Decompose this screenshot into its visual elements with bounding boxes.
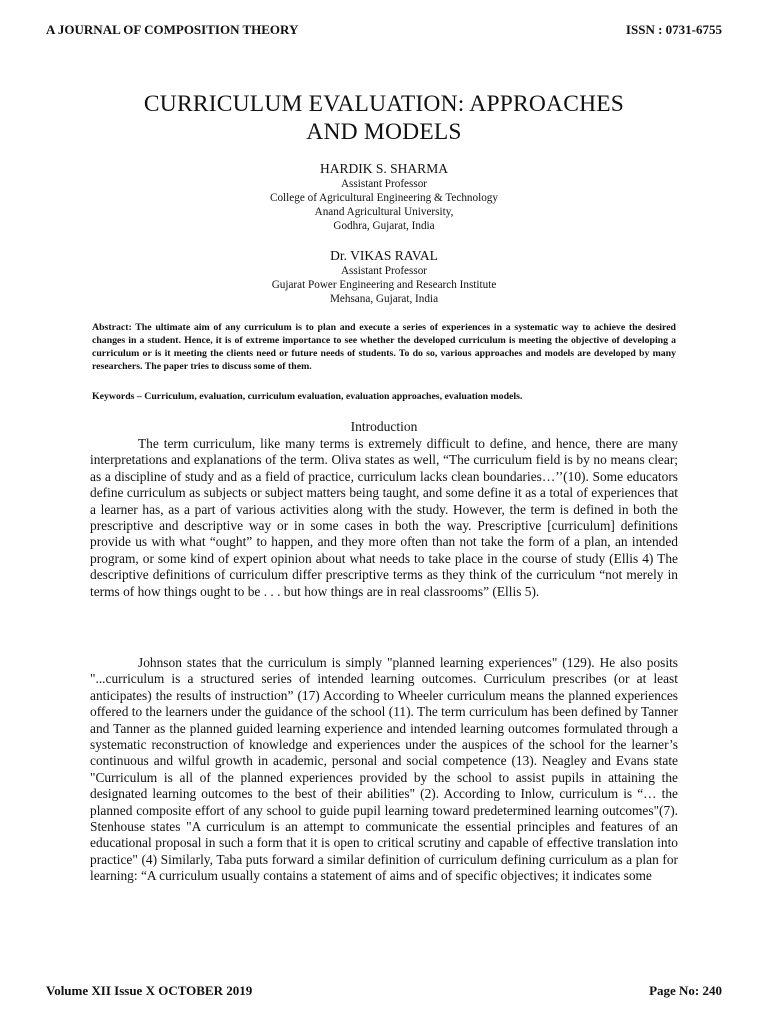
author-location: Godhra, Gujarat, India (333, 220, 435, 232)
volume-info: Volume XII Issue X OCTOBER 2019 (46, 983, 253, 998)
issn: ISSN : 0731-6755 (625, 22, 722, 37)
page-number: Page No: 240 (649, 983, 722, 998)
paper-title (80, 90, 688, 146)
section-heading: Introduction (350, 419, 418, 434)
author-location: Mehsana, Gujarat, India (329, 293, 439, 305)
author-university: Anand Agricultural University, (314, 206, 454, 218)
author-name: Dr. VIKAS RAVAL (330, 248, 438, 263)
keywords: Keywords – Curriculum, evaluation, curriculum evaluation, evaluation approaches, evaluation models. (92, 391, 523, 402)
body-paragraph-2 (90, 655, 678, 885)
journal-name: A JOURNAL OF COMPOSITION THEORY (46, 22, 299, 37)
author-position: Assistant Professor (340, 265, 428, 277)
paragraph-text: Johnson states that the curriculum is simply "planned learning experiences" (129). He also posits "...curriculum is a structured series of intended learning outcomes. Curriculum prescribes (or at least anticipates) the results of instruction” (17) According to Wheeler curriculum means the planned experiences offered to the learners under the guidance of the school (11). The term curriculum has been defined by Tanner and Tanner as the planned guided learning experience and intended learning outcomes formulated through a systematic reconstruction of knowledge and experiences under the auspices of the school for the learner’s continuous and wilful growth in academic, personal and social competence (13). Neagley and Evans state "Curriculum is all of the planned experiences provided by the school to assist pupils in attaining the designated learning outcomes to the best of their abilities" (2). According to Inlow, curriculum is “… the planned composite effort of any school to guide pupil learning toward predetermined learning outcomes"(7). Stenhouse states "A curriculum is an attempt to communicate the essential principles and features of an educational proposal in such a form that it is open to critical scrutiny and capable of effective translation into practice" (4) Similarly, Taba puts forward a similar definition of curriculum defining curriculum as a plan for learning: “A curriculum usually contains a statement of aims and of specific objectives; it indicates some (90, 655, 678, 884)
author-position: Assistant Professor (340, 178, 428, 190)
paragraph-text: The term curriculum, like many terms is extremely difficult to define, and hence, there are many interpretations and explanations of the term. Oliva states as well, “The curriculum field is by no means clear; as a discipline of study and as a field of practice, curriculum lacks clean boundaries…’’(10). Some educators define curriculum as subjects or subject matters being taught, and some define it as a total of experiences that a learner has, as a part of various activities along with the study. However, the term is defined in both the prescriptive and descriptive way or in some cases in both the way. Prescriptive [curriculum] definitions provide us with what “ought” to happen, and they more often than not take the form of a plan, an intended program, or some kind of expert opinion about what needs to take place in the course of study (Ellis 4) The descriptive definitions of curriculum differ prescriptive terms as they think of the curriculum “not merely in terms of how things ought to be . . . but how things are in real classrooms” (Ellis 5). (90, 436, 678, 599)
author-block-1 (0, 161, 768, 233)
title-line-2: AND MODELS (306, 119, 462, 145)
author-block-2 (0, 248, 768, 306)
body-paragraph-1 (90, 436, 678, 600)
author-name: HARDIK S. SHARMA (320, 161, 448, 176)
author-affiliation: College of Agricultural Engineering & Technology (270, 192, 498, 204)
title-line-1: CURRICULUM EVALUATION: APPROACHES (143, 91, 625, 117)
abstract: Abstract: The ultimate aim of any curriculum is to plan and execute a series of experiences in a systematic way to achieve the desired changes in a student. Hence, it is of extreme importance to see whether the developed curriculum is meeting the objective of developing a curriculum or is it meeting the clients need or future needs of students. To do so, various approaches and models are developed by many researchers. The paper tries to discuss some of them. (92, 322, 676, 372)
author-affiliation: Gujarat Power Engineering and Research Institute (271, 279, 497, 291)
